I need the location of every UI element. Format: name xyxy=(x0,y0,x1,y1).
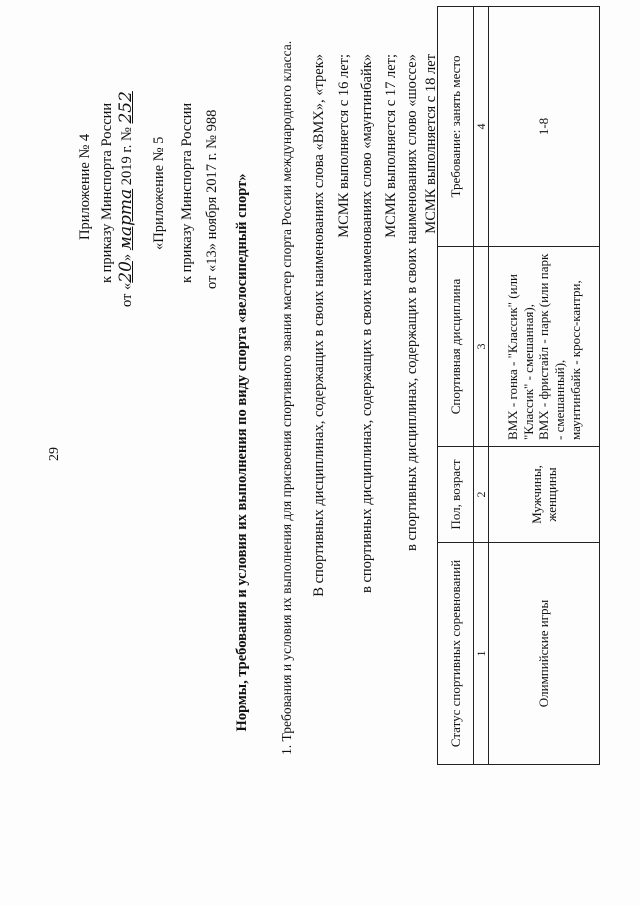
appendix-date-mid: » xyxy=(119,253,135,262)
cell-status: Олимпийские игры xyxy=(489,543,600,765)
discipline-item: BMX - фристайл - парк (или парк - смешанный), xyxy=(536,253,567,440)
col-number-2: 2 xyxy=(474,447,489,543)
cell-place: 1-8 xyxy=(489,7,600,247)
condition-3: в спортивных дисциплинах, содержащих в своих наименованиях слово «маунтинбайк» xyxy=(359,54,375,593)
col-number-1: 1 xyxy=(474,543,489,765)
col-number-3: 3 xyxy=(474,247,489,447)
condition-1: В спортивных дисциплинах, содержащих в своих наименованиях слова «BMX», «трек» xyxy=(311,54,327,597)
header-gender-age: Пол, возраст xyxy=(438,447,474,543)
document-title: Нормы, требования и условия их выполнения по виду спорта «велосипедный спорт» xyxy=(234,173,250,732)
appendix-month-handwritten: марта xyxy=(116,188,136,251)
table-row xyxy=(489,7,600,765)
col-number-4: 4 xyxy=(474,7,489,247)
condition-2: МСМК выполняется с 16 лет; xyxy=(336,54,352,238)
header-place: Требование: занять место xyxy=(438,7,474,247)
appendix-year: 2019 г. № xyxy=(119,127,135,186)
appendix-number-handwritten: 252 xyxy=(116,91,136,124)
requirement-heading: 1. Требования и условия их выполнения для присвоения спортивного звания мастер спорта России международного класса. xyxy=(279,40,294,755)
table-number-row xyxy=(474,7,489,765)
appendix-line-2: к приказу Минспорта России xyxy=(99,102,115,283)
appendix-line-1: Приложение № 4 xyxy=(77,133,93,240)
condition-6: МСМК выполняется с 18 лет xyxy=(423,54,439,234)
appendix-line-4: «Приложение № 5 xyxy=(151,136,167,250)
requirements-table xyxy=(437,6,600,765)
condition-4: МСМК выполняется с 17 лет; xyxy=(383,54,399,238)
condition-5: в спортивных дисциплинах, содержащих в своих наименованиях слово «шоссе» xyxy=(404,54,420,552)
page-number: 29 xyxy=(47,447,62,461)
header-discipline: Спортивная дисциплина xyxy=(438,247,474,447)
appendix-line-5: к приказу Минспорта России xyxy=(179,102,195,283)
appendix-line-6: от «13» ноября 2017 г. № 988 xyxy=(204,109,220,289)
discipline-item: BMX - гонка - "Классик" (или "Классик" - смешанная), xyxy=(505,274,536,440)
appendix-day-handwritten: 20 xyxy=(116,261,136,283)
appendix-line-3 xyxy=(118,47,135,307)
cell-disciplines xyxy=(489,247,600,447)
discipline-item: маунтинбайк - кросс-кантри, xyxy=(567,280,583,440)
cell-gender: Мужчины, женщины xyxy=(489,447,600,543)
header-status: Статус спортивных соревнований xyxy=(438,543,474,765)
appendix-date-prefix: от « xyxy=(119,282,135,307)
table-header-row xyxy=(438,7,474,765)
